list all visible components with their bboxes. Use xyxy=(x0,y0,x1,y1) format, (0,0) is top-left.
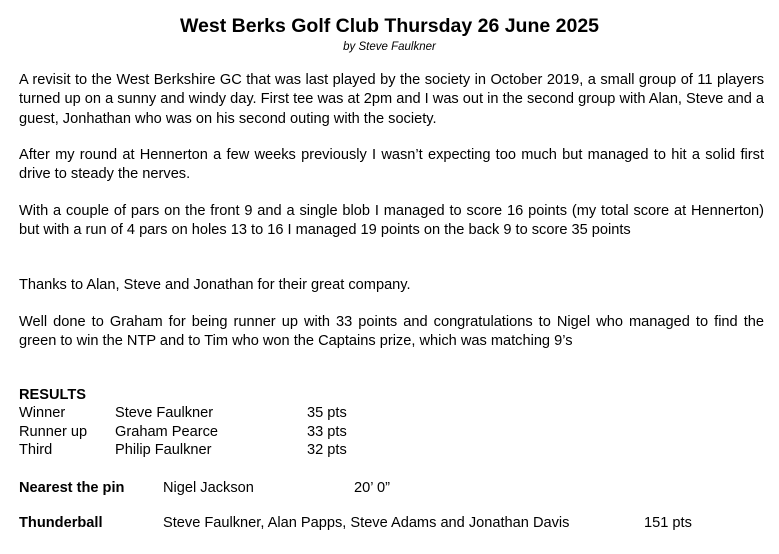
results-row-third xyxy=(0,441,779,460)
nearest-pin-row xyxy=(0,479,779,498)
thunderball-row xyxy=(0,514,779,533)
result-points: 35 pts xyxy=(307,405,347,421)
nearest-pin-name: Nigel Jackson xyxy=(163,480,254,496)
nearest-pin-distance: 20’ 0” xyxy=(354,480,390,496)
result-points: 32 pts xyxy=(307,442,347,458)
page-title: West Berks Golf Club Thursday 26 June 2025 xyxy=(179,15,600,37)
thunderball-label: Thunderball xyxy=(19,515,103,531)
byline: by Steve Faulkner xyxy=(343,41,436,53)
result-name: Philip Faulkner xyxy=(115,442,212,458)
results-heading: RESULTS xyxy=(19,387,87,403)
result-place: Third xyxy=(19,442,53,458)
result-place: Runner up xyxy=(19,424,88,440)
thunderball-names: Steve Faulkner, Alan Papps, Steve Adams and Jonathan Davis xyxy=(163,515,570,531)
results-row-winner xyxy=(0,404,779,423)
nearest-pin-label: Nearest the pin xyxy=(19,480,125,496)
paragraph-intro: A revisit to the West Berkshire GC that was last played by the society in October 2019, a small group of 11 players turned up on a sunny and windy day. First tee was at 2pm and I was out in the second group with Alan, Steve and a guest, Jonhathan who was on his second outing with the society. xyxy=(19,72,764,127)
results-row-runner-up xyxy=(0,423,779,442)
result-name: Graham Pearce xyxy=(115,424,219,440)
result-place: Winner xyxy=(19,405,66,421)
paragraph-congrats: Well done to Graham for being runner up with 33 points and congratulations to Nigel who managed to find the green to win the NTP and to Tim who won the Captains prize, which was matching 9’s xyxy=(19,314,764,350)
paragraph-round: After my round at Hennerton a few weeks previously I wasn’t expecting too much but managed to hit a solid first drive to steady the nerves. xyxy=(19,147,764,183)
thunderball-points: 151 pts xyxy=(644,515,692,531)
result-name: Steve Faulkner xyxy=(115,405,214,421)
paragraph-score: With a couple of pars on the front 9 and a single blob I managed to score 16 points (my total score at Hennerton) but with a run of 4 pars on holes 13 to 16 I managed 19 points on the back 9 to score 35 points xyxy=(19,203,764,239)
paragraph-thanks: Thanks to Alan, Steve and Jonathan for their great company. xyxy=(19,277,411,293)
result-points: 33 pts xyxy=(307,424,347,440)
